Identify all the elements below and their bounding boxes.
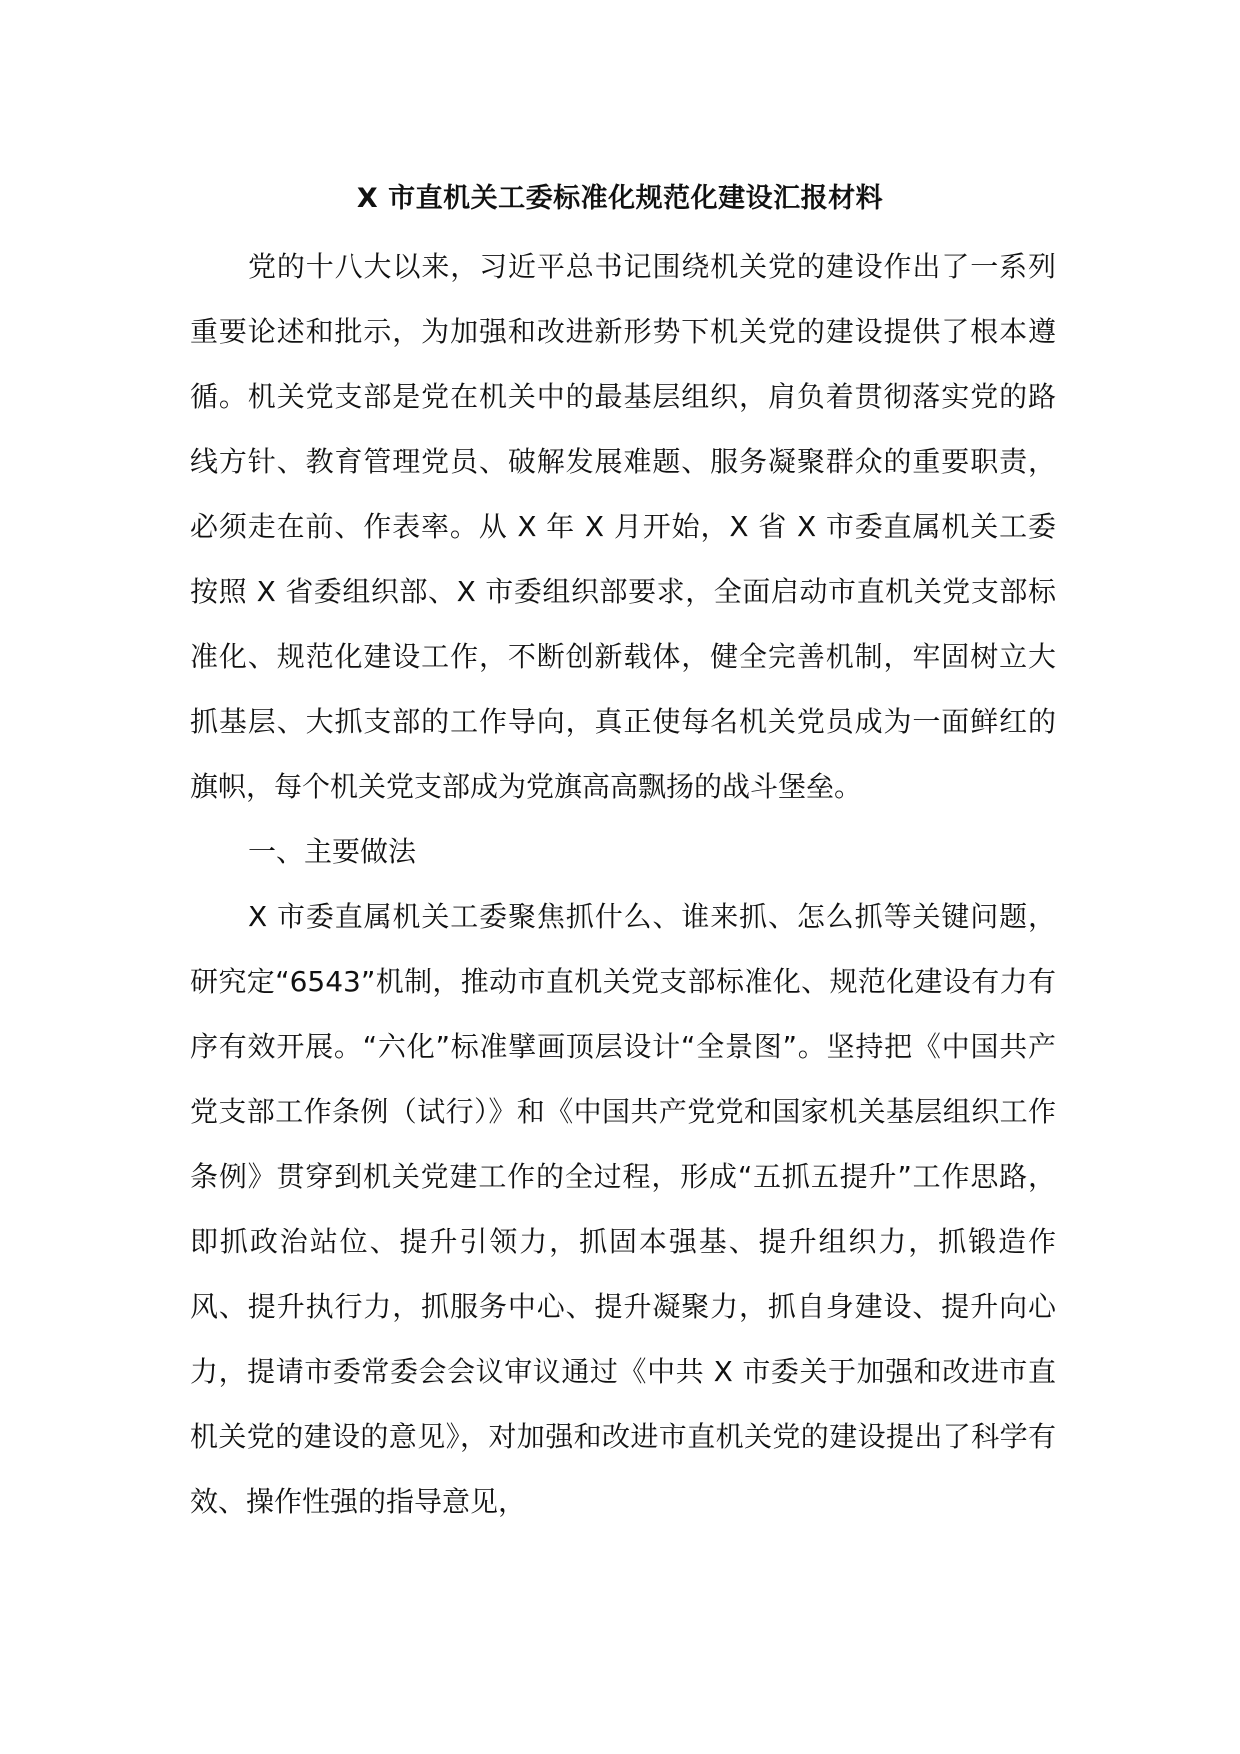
intro-paragraph: 党的十八大以来，习近平总书记围绕机关党的建设作出了一系列重要论述和批示，为加强和改进新形势下机关党的建设提供了根本遵循。机关党支部是党在机关中的最基层组织，肩负着贯彻落实党的路线方针、教育管理党员、破解发展难题、服务凝聚群众的重要职责，必须走在前、作表率。从 X 年 X 月开始，X 省 X 市委直属机关工委按照 X 省委组织部、X 市委组织部要求，全面启动市直机关党支部标准化、规范化建设工作，不断创新载体，健全完善机制，牢固树立大抓基层、大抓支部的工作导向，真正使每名机关党员成为一面鲜红的旗帜，每个机关党支部成为党旗高高飘扬的战斗堡垒。	[190, 250, 1056, 803]
practices-paragraph: X 市委直属机关工委聚焦抓什么、谁来抓、怎么抓等关键问题，研究定“6543”机制，推动市直机关党支部标准化、规范化建设有力有序有效开展。“六化”标准擘画顶层设计“全景图”。坚持把《中国共产党支部工作条例（试行）》和《中国共产党党和国家机关基层组织工作条例》贯穿到机关党建工作的全过程，形成“五抓五提升”工作思路，即抓政治站位、提升引领力，抓固本强基、提升组织力，抓锻造作风、提升执行力，抓服务中心、提升凝聚力，抓自身建设、提升向心力，提请市委常委会会议审议通过《中共 X 市委关于加强和改进市直机关党的建设的意见》，对加强和改进市直机关党的建设提出了科学有效、操作性强的指导意见，	[190, 900, 1056, 1518]
section-heading-main-practices: 一、主要做法	[248, 835, 417, 868]
document-title: X 市直机关工委标准化规范化建设汇报材料	[356, 183, 884, 214]
document-body	[190, 234, 1056, 1534]
